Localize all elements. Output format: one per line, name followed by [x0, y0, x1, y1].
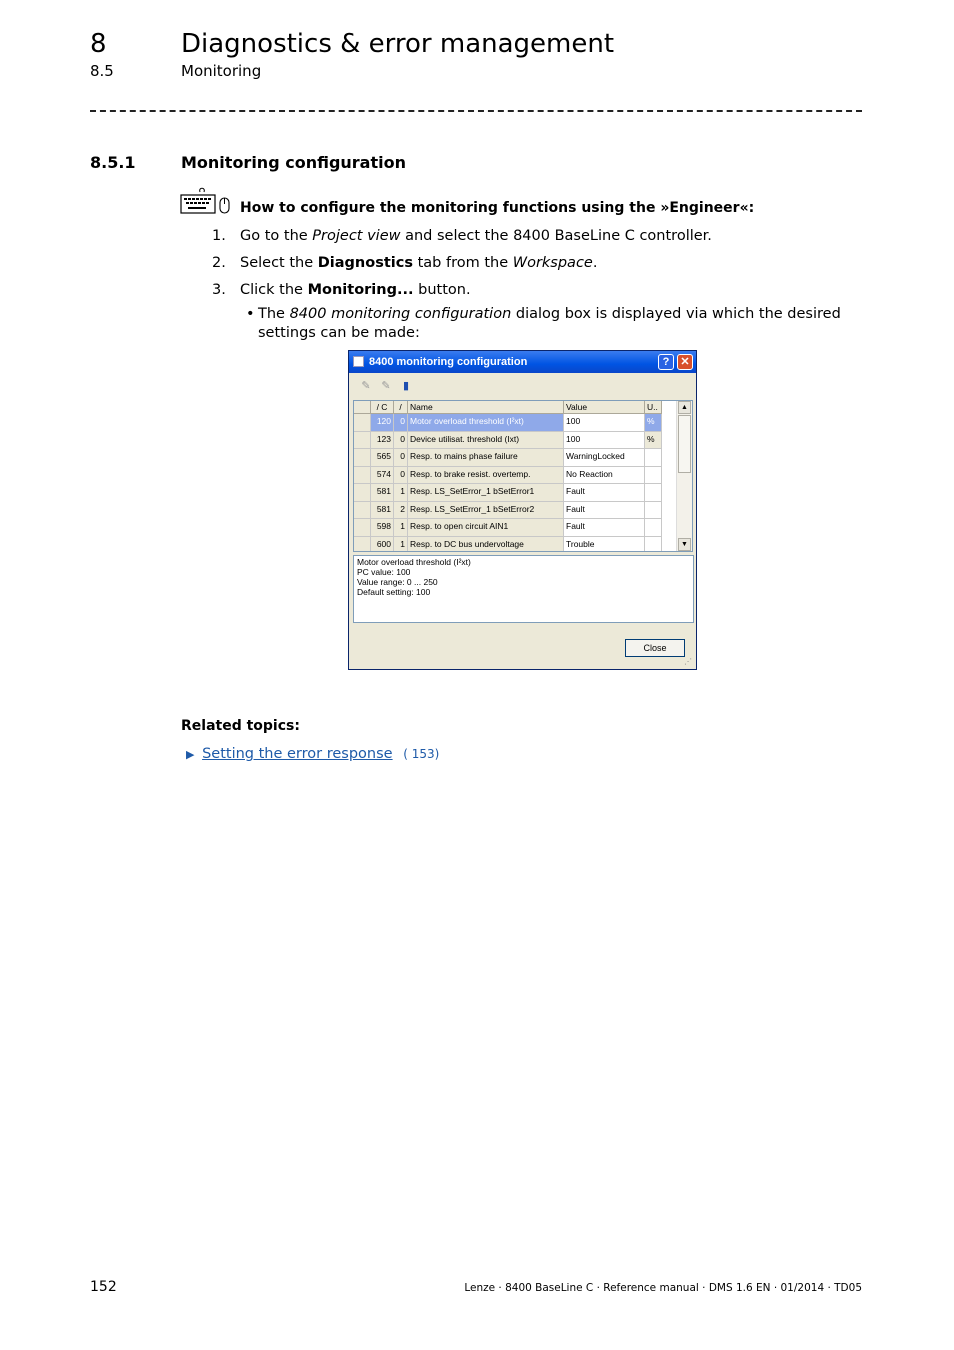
step-3: [212, 282, 471, 298]
cell-unit: [645, 537, 662, 553]
cell-unit: %: [645, 432, 662, 450]
cell-name: Resp. to DC bus undervoltage: [408, 537, 564, 553]
cell-value[interactable]: Fault: [564, 519, 645, 537]
row-selector[interactable]: [354, 519, 371, 537]
step-text: button.: [413, 282, 471, 298]
col-header-name[interactable]: Name: [408, 401, 564, 414]
cell-name: Resp. LS_SetError_1 bSetError2: [408, 502, 564, 520]
scroll-down-icon[interactable]: ▼: [678, 538, 691, 551]
grid-header: [354, 401, 676, 414]
step-2: [212, 255, 598, 271]
step-emphasis: Workspace: [512, 255, 593, 271]
row-selector[interactable]: [354, 467, 371, 485]
cell-value[interactable]: WarningLocked: [564, 449, 645, 467]
col-header-select[interactable]: [354, 401, 371, 414]
cell-code: 120: [371, 414, 394, 432]
unpin-icon[interactable]: ✎: [381, 379, 391, 392]
cell-subcode: 0: [394, 467, 408, 485]
bullet-emphasis: 8400 monitoring configuration: [289, 306, 512, 322]
monitoring-dialog: [348, 350, 697, 670]
cell-unit: [645, 519, 662, 537]
cell-value[interactable]: 100: [564, 432, 645, 450]
cell-value[interactable]: 100: [564, 414, 645, 432]
resize-grip-icon[interactable]: ⋰: [684, 657, 692, 666]
parameter-grid: [353, 400, 693, 552]
section-number: 8.5: [90, 62, 114, 80]
cell-name: Motor overload threshold (I²xt): [408, 414, 564, 432]
step-text: Select the: [240, 255, 318, 271]
keyboard-mouse-icon: [180, 186, 234, 216]
table-row[interactable]: [354, 467, 676, 485]
step-text: .: [592, 255, 598, 271]
cell-unit: [645, 484, 662, 502]
close-button[interactable]: Close: [625, 639, 685, 657]
arrow-right-icon: ▶: [186, 748, 195, 761]
cell-code: 123: [371, 432, 394, 450]
table-row[interactable]: [354, 432, 676, 450]
bullet-text: dialog box is displayed via which the desired settings can be made:: [258, 306, 841, 341]
related-topics-heading: Related topics:: [181, 718, 300, 734]
cell-code: 581: [371, 502, 394, 520]
header-divider: [90, 110, 862, 112]
row-selector[interactable]: [354, 432, 371, 450]
bullet-note: [246, 305, 862, 343]
table-row[interactable]: [354, 449, 676, 467]
cell-subcode: 1: [394, 484, 408, 502]
col-header-value[interactable]: Value: [564, 401, 645, 414]
step-1: [212, 228, 712, 244]
page-reference[interactable]: ( 153): [403, 747, 440, 761]
cell-name: Resp. LS_SetError_1 bSetError1: [408, 484, 564, 502]
cell-unit: [645, 449, 662, 467]
bullet-dot: •: [246, 306, 255, 322]
footer-text: Lenze · 8400 BaseLine C · Reference manual · DMS 1.6 EN · 01/2014 · TD05: [464, 1282, 862, 1294]
close-icon[interactable]: ✕: [677, 354, 693, 370]
row-selector[interactable]: [354, 537, 371, 553]
chapter-title: Diagnostics & error management: [181, 29, 615, 59]
table-row[interactable]: [354, 519, 676, 537]
cell-subcode: 0: [394, 449, 408, 467]
step-text: tab from the: [412, 255, 513, 271]
row-selector[interactable]: [354, 414, 371, 432]
col-header-unit[interactable]: U..: [645, 401, 662, 414]
related-link-item: [186, 746, 439, 762]
howto-heading: How to configure the monitoring functions using the »Engineer«:: [240, 200, 755, 216]
section-title: Monitoring: [181, 62, 262, 80]
vertical-scrollbar[interactable]: [676, 401, 692, 551]
step-number: 1.: [212, 228, 226, 244]
cell-unit: [645, 502, 662, 520]
chart-icon[interactable]: ▮: [402, 379, 410, 392]
cell-name: Resp. to brake resist. overtemp.: [408, 467, 564, 485]
info-panel: [353, 555, 694, 623]
cell-value[interactable]: Fault: [564, 502, 645, 520]
subsection-number: 8.5.1: [90, 153, 136, 172]
info-line: Motor overload threshold (I²xt): [357, 557, 471, 567]
col-header-code[interactable]: / C: [371, 401, 394, 414]
pin-icon[interactable]: ✎: [361, 379, 371, 392]
help-button[interactable]: ?: [658, 354, 674, 370]
table-row[interactable]: [354, 484, 676, 502]
step-strong: Diagnostics: [317, 255, 413, 271]
app-icon: [353, 356, 364, 367]
dialog-titlebar[interactable]: [349, 351, 696, 373]
scroll-thumb[interactable]: [678, 415, 691, 473]
cell-subcode: 2: [394, 502, 408, 520]
info-line: Default setting: 100: [357, 587, 431, 597]
cell-value[interactable]: Trouble: [564, 537, 645, 553]
dialog-title: 8400 monitoring configuration: [369, 356, 528, 368]
step-text: and select the 8400 BaseLine C controller.: [400, 228, 712, 244]
cell-code: 574: [371, 467, 394, 485]
cell-unit: %: [645, 414, 662, 432]
cell-value[interactable]: No Reaction: [564, 467, 645, 485]
cell-code: 598: [371, 519, 394, 537]
step-text: Click the: [240, 282, 308, 298]
cell-unit: [645, 467, 662, 485]
cell-subcode: 1: [394, 519, 408, 537]
cell-code: 565: [371, 449, 394, 467]
scroll-up-icon[interactable]: ▲: [678, 401, 691, 414]
table-row[interactable]: [354, 502, 676, 520]
info-line: Value range: 0 ... 250: [357, 577, 438, 587]
step-emphasis: Project view: [312, 228, 401, 244]
col-header-subcode[interactable]: /: [394, 401, 408, 414]
cell-subcode: 1: [394, 537, 408, 553]
cell-name: Resp. to open circuit AIN1: [408, 519, 564, 537]
cell-subcode: 0: [394, 432, 408, 450]
cell-name: Resp. to mains phase failure: [408, 449, 564, 467]
step-number: 2.: [212, 255, 226, 271]
step-strong: Monitoring...: [307, 282, 414, 298]
row-selector[interactable]: [354, 484, 371, 502]
row-selector[interactable]: [354, 449, 371, 467]
row-selector[interactable]: [354, 502, 371, 520]
info-line: PC value: 100: [357, 567, 411, 577]
cell-subcode: 0: [394, 414, 408, 432]
subsection-title: Monitoring configuration: [181, 153, 406, 172]
step-number: 3.: [212, 282, 226, 298]
cell-value[interactable]: Fault: [564, 484, 645, 502]
page-number: 152: [90, 1279, 117, 1295]
cell-code: 600: [371, 537, 394, 553]
cell-name: Device utilisat. threshold (Ixt): [408, 432, 564, 450]
chapter-number: 8: [90, 29, 107, 59]
table-row[interactable]: [354, 414, 676, 432]
cell-code: 581: [371, 484, 394, 502]
setting-error-response-link[interactable]: Setting the error response: [202, 746, 393, 762]
bullet-text: The: [258, 306, 290, 322]
dialog-toolbar: [353, 377, 693, 397]
table-row[interactable]: [354, 537, 676, 553]
step-text: Go to the: [240, 228, 313, 244]
